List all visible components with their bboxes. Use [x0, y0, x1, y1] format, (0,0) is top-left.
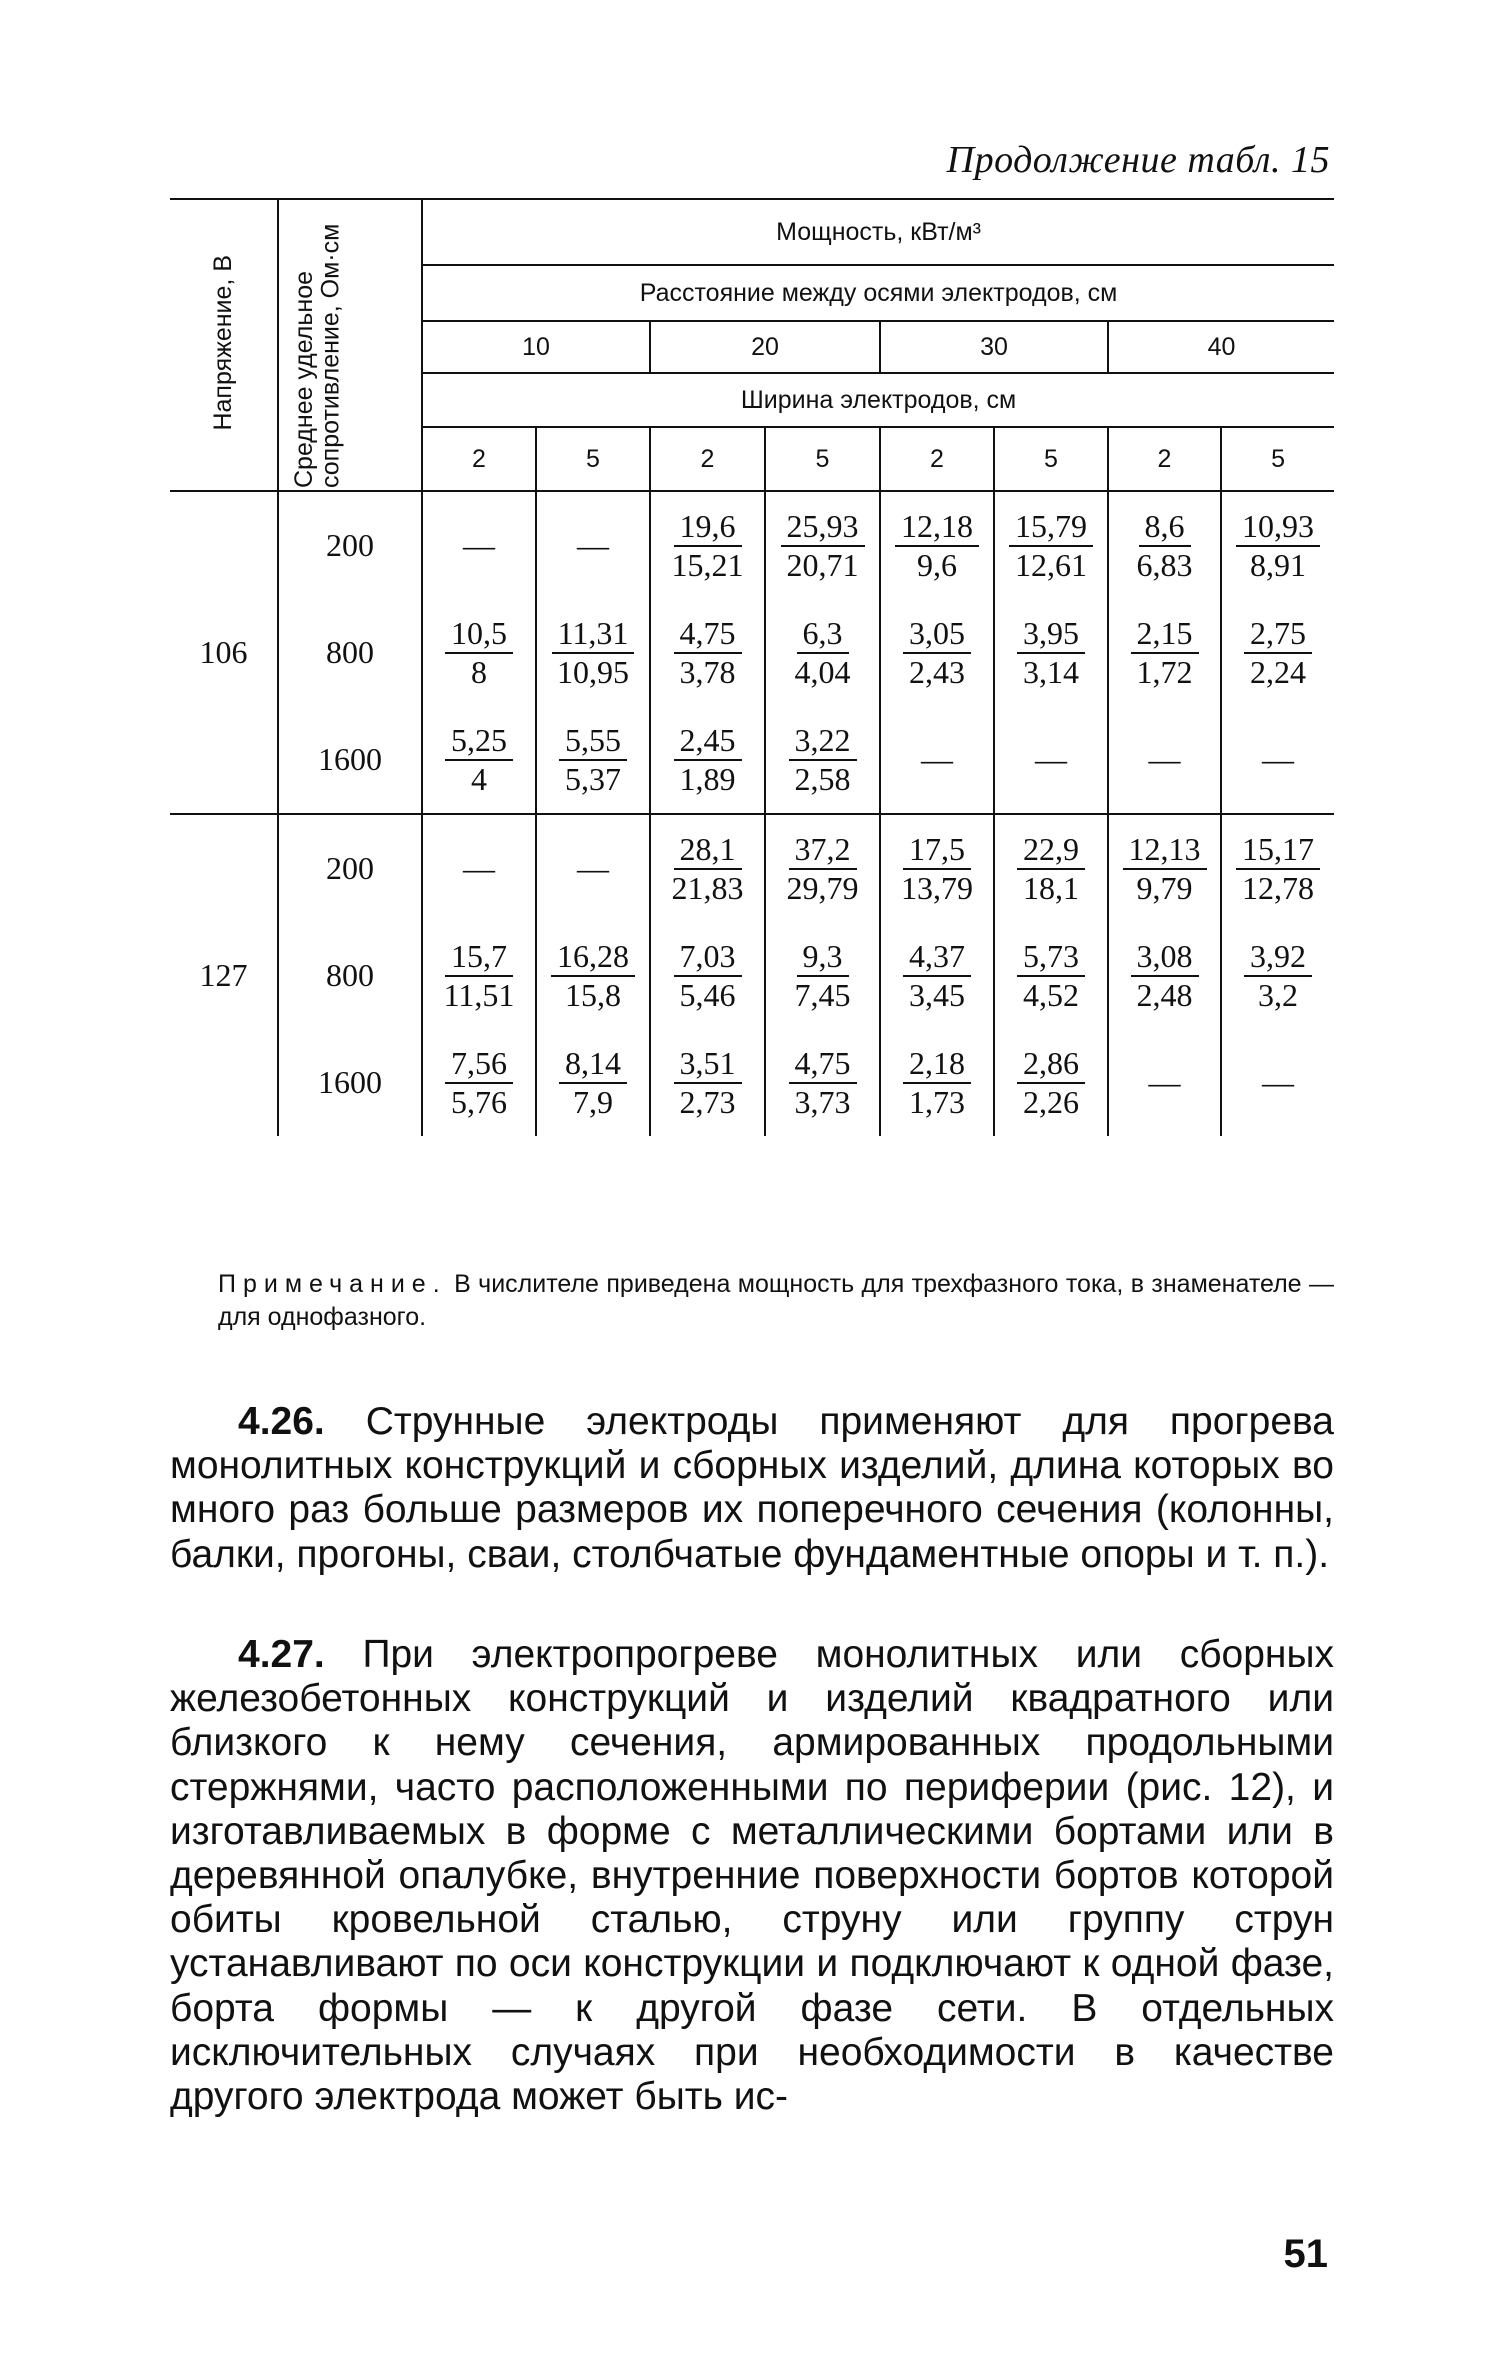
table-note: [218, 1268, 1334, 1334]
three-phase-power: 3,05: [903, 615, 971, 654]
power-fraction: [559, 722, 627, 798]
power-cell: [422, 491, 536, 599]
power-fraction: [1017, 831, 1085, 907]
three-phase-power: 2,18: [903, 1045, 971, 1084]
power-fraction: [1131, 508, 1199, 584]
three-phase-power: 10,93: [1236, 508, 1320, 547]
three-phase-power: 2,75: [1244, 615, 1312, 654]
power-cell: [1108, 706, 1221, 814]
three-phase-power: 4,75: [789, 1045, 857, 1084]
single-phase-power: 7,45: [794, 976, 851, 1013]
note-label: Примечание.: [218, 1270, 447, 1298]
table-row: [170, 599, 1334, 706]
power-cell: [1108, 922, 1221, 1029]
paragraph-number: 4.27.: [238, 1633, 325, 1676]
power-fraction: [1123, 831, 1207, 907]
power-fraction: [1017, 1045, 1085, 1121]
power-cell: [1221, 706, 1334, 814]
header-distance: Расстояние между осями электродов, см: [422, 265, 1334, 321]
single-phase-power: 7,9: [573, 1083, 613, 1120]
power-fraction: [789, 615, 857, 691]
power-cell: [994, 706, 1108, 814]
three-phase-power: 4,37: [903, 938, 971, 977]
power-cell: [765, 491, 880, 599]
paragraph-4-26: [170, 1400, 1334, 1577]
three-phase-power: 4,75: [674, 615, 742, 654]
three-phase-power: 16,28: [551, 938, 635, 977]
empty-dash: —: [577, 527, 609, 563]
header-distance-value: 30: [880, 321, 1108, 373]
power-cell: [880, 491, 994, 599]
single-phase-power: 4,52: [1023, 976, 1079, 1013]
empty-dash: —: [1262, 741, 1295, 777]
three-phase-power: 5,55: [559, 722, 627, 761]
empty-dash: —: [463, 527, 495, 563]
single-phase-power: 15,21: [671, 546, 744, 583]
power-cell: [536, 814, 650, 922]
three-phase-power: 12,13: [1123, 831, 1207, 870]
single-phase-power: 12,61: [1015, 546, 1087, 583]
power-fraction: [674, 615, 742, 691]
single-phase-power: 13,79: [901, 869, 973, 906]
three-phase-power: 2,86: [1017, 1045, 1085, 1084]
three-phase-power: 3,95: [1017, 615, 1085, 654]
three-phase-power: 17,5: [903, 831, 971, 870]
single-phase-power: 10,95: [557, 653, 629, 690]
power-fraction: [1009, 508, 1093, 584]
three-phase-power: 12,18: [895, 508, 979, 547]
single-phase-power: 2,73: [679, 1083, 736, 1120]
single-phase-power: 5,37: [565, 760, 621, 797]
header-width-value: 2: [1108, 427, 1221, 491]
power-fraction: [674, 938, 742, 1014]
resistivity-cell: 200: [278, 491, 422, 599]
paragraph-number: 4.26.: [238, 1400, 325, 1443]
power-fraction: [666, 831, 750, 907]
single-phase-power: 6,83: [1136, 546, 1193, 583]
single-phase-power: 20,71: [786, 546, 859, 583]
three-phase-power: 6,3: [797, 615, 849, 654]
header-voltage: Напряжение, В: [209, 254, 238, 431]
three-phase-power: 3,22: [789, 722, 857, 761]
power-cell: [422, 1029, 536, 1136]
table-row: [170, 1029, 1334, 1136]
power-fraction: [903, 1045, 971, 1121]
resistivity-cell: 1600: [278, 1029, 422, 1136]
power-cell: [1221, 1029, 1334, 1136]
resistivity-cell: 800: [278, 922, 422, 1029]
single-phase-power: 3,78: [679, 653, 736, 690]
single-phase-power: 15,8: [565, 976, 621, 1013]
power-cell: [880, 814, 994, 922]
single-phase-power: 5,46: [679, 976, 736, 1013]
single-phase-power: 3,14: [1023, 653, 1079, 690]
single-phase-power: 18,1: [1023, 869, 1079, 906]
single-phase-power: 1,73: [909, 1083, 965, 1120]
three-phase-power: 25,93: [781, 508, 865, 547]
empty-dash: —: [1262, 1064, 1295, 1100]
power-cell: [536, 491, 650, 599]
three-phase-power: 2,15: [1131, 615, 1199, 654]
power-cell: [765, 706, 880, 814]
power-cell: [765, 1029, 880, 1136]
paragraph-text: Струнные электроды применяют для прогрева монолитных конструкций и сборных изделий, длина которых во много раз больше размеров их поперечного сечения (колонны, балки, прогоны, сваи, столбчатые фундаментные опоры и т. п.).: [170, 1400, 1334, 1576]
power-fraction: [1236, 831, 1320, 907]
three-phase-power: 5,25: [445, 722, 513, 761]
power-fraction: [445, 722, 513, 798]
power-fraction: [1131, 615, 1199, 691]
power-fraction: [551, 615, 635, 691]
empty-dash: —: [577, 850, 609, 886]
power-fraction: [789, 722, 857, 798]
three-phase-power: 22,9: [1017, 831, 1085, 870]
single-phase-power: 3,73: [794, 1083, 851, 1120]
single-phase-power: 1,89: [679, 760, 736, 797]
power-cell: [1108, 491, 1221, 599]
power-fraction: [1131, 938, 1199, 1014]
power-cell: [650, 1029, 765, 1136]
power-cell: [1221, 814, 1334, 922]
three-phase-power: 2,45: [674, 722, 742, 761]
header-width: Ширина электродов, см: [422, 373, 1334, 427]
table-body: [170, 491, 1334, 1136]
power-cell: [994, 599, 1108, 706]
single-phase-power: 4: [471, 760, 487, 797]
table-row: [170, 491, 1334, 599]
power-fraction: [895, 831, 979, 907]
power-fraction: [1244, 938, 1312, 1014]
three-phase-power: 28,1: [674, 831, 742, 870]
power-cell: [1108, 599, 1221, 706]
power-cell: [650, 706, 765, 814]
three-phase-power: 3,92: [1244, 938, 1312, 977]
power-cell: [765, 922, 880, 1029]
power-fraction: [1244, 615, 1312, 691]
page-number: 51: [1283, 2232, 1328, 2276]
power-fraction: [445, 1045, 513, 1121]
resistivity-cell: 800: [278, 599, 422, 706]
power-cell: [1108, 814, 1221, 922]
power-cell: [994, 814, 1108, 922]
single-phase-power: 2,58: [794, 760, 851, 797]
header-width-value: 2: [880, 427, 994, 491]
power-cell: [994, 1029, 1108, 1136]
power-cell: [536, 706, 650, 814]
table-row: [170, 922, 1334, 1029]
three-phase-power: 19,6: [674, 508, 742, 547]
single-phase-power: 21,83: [671, 869, 744, 906]
power-fraction: [1017, 938, 1085, 1014]
resistivity-cell: 1600: [278, 706, 422, 814]
power-fraction: [903, 615, 971, 691]
three-phase-power: 8,6: [1139, 508, 1191, 547]
power-cell: [536, 599, 650, 706]
single-phase-power: 2,48: [1136, 976, 1193, 1013]
three-phase-power: 3,08: [1131, 938, 1199, 977]
three-phase-power: 5,73: [1017, 938, 1085, 977]
single-phase-power: 3,2: [1258, 976, 1299, 1013]
single-phase-power: 9,6: [917, 546, 957, 583]
header-distance-value: 40: [1108, 321, 1334, 373]
table-row: [170, 814, 1334, 922]
single-phase-power: 9,79: [1136, 869, 1193, 906]
header-width-value: 5: [765, 427, 880, 491]
power-cell: [1108, 1029, 1221, 1136]
power-cell: [994, 922, 1108, 1029]
single-phase-power: 4,04: [794, 653, 851, 690]
power-fraction: [781, 831, 865, 907]
single-phase-power: 5,76: [451, 1083, 507, 1120]
power-cell: [994, 491, 1108, 599]
three-phase-power: 15,79: [1009, 508, 1093, 547]
three-phase-power: 7,56: [445, 1045, 513, 1084]
three-phase-power: 15,17: [1236, 831, 1320, 870]
empty-dash: —: [1148, 741, 1181, 777]
power-fraction: [559, 1045, 627, 1121]
power-fraction: [438, 938, 521, 1014]
power-fraction: [895, 508, 979, 584]
voltage-cell: 127: [170, 814, 278, 1136]
header-width-value: 5: [1221, 427, 1334, 491]
three-phase-power: 3,51: [674, 1045, 742, 1084]
power-fraction: [1236, 508, 1320, 584]
header-distance-value: 10: [422, 321, 650, 373]
power-fraction: [445, 615, 513, 691]
single-phase-power: 2,26: [1023, 1083, 1079, 1120]
power-cell: [650, 599, 765, 706]
note-text: В числителе приведена мощность для трехфазного тока, в знаменателе — для однофазного.: [218, 1270, 1334, 1331]
paragraph-text: При электропрогреве монолитных или сборных железобетонных конструкций и изделий квадратного или близкого к нему сечения, армированных продольными стержнями, часто расположенными по периферии (рис. 12), и изготавливаемых в форме с металлическими бортами или в деревянной опалубке, внутренние поверхности бортов которой обиты кровельной сталью, струну или группу струн устанавливают по оси конструкции и подключают к одной фазе, борта формы — к другой фазе сети. В отдельных исключительных случаях при необходимости в качестве другого электрода может быть ис-: [170, 1633, 1334, 2119]
power-fraction: [903, 938, 971, 1014]
power-fraction: [1017, 615, 1085, 691]
three-phase-power: 11,31: [552, 615, 635, 654]
power-cell: [536, 922, 650, 1029]
power-cell: [422, 814, 536, 922]
single-phase-power: 3,45: [909, 976, 965, 1013]
power-cell: [650, 922, 765, 1029]
single-phase-power: 2,24: [1250, 653, 1307, 690]
power-cell: [880, 599, 994, 706]
power-cell: [1221, 491, 1334, 599]
power-cell: [765, 599, 880, 706]
power-cell: [880, 1029, 994, 1136]
paragraph-4-27: [170, 1633, 1334, 2119]
three-phase-power: 7,03: [674, 938, 742, 977]
three-phase-power: 37,2: [789, 831, 857, 870]
power-cell: [422, 706, 536, 814]
header-power: Мощность, кВт/м³: [422, 199, 1334, 265]
running-head: Продолжение табл. 15: [946, 139, 1330, 181]
power-fraction: [666, 508, 750, 584]
single-phase-power: 2,43: [909, 653, 965, 690]
single-phase-power: 8: [471, 653, 487, 690]
power-fraction: [674, 1045, 742, 1121]
single-phase-power: 8,91: [1250, 546, 1307, 583]
power-fraction: [789, 1045, 857, 1121]
power-fraction: [789, 938, 857, 1014]
power-fraction: [781, 508, 865, 584]
power-cell: [422, 922, 536, 1029]
header-width-value: 2: [422, 427, 536, 491]
table-header: [170, 199, 1334, 491]
power-cell: [536, 1029, 650, 1136]
empty-dash: —: [1148, 1064, 1181, 1100]
power-cell: [1221, 599, 1334, 706]
single-phase-power: 29,79: [786, 869, 859, 906]
three-phase-power: 10,5: [445, 615, 513, 654]
empty-dash: —: [1035, 741, 1067, 777]
header-resistivity: Среднее удельное сопротивление, Ом·см: [278, 199, 422, 491]
power-cell: [765, 814, 880, 922]
resistivity-cell: 200: [278, 814, 422, 922]
header-width-value: 5: [536, 427, 650, 491]
empty-dash: —: [463, 850, 495, 886]
power-cell: [650, 491, 765, 599]
three-phase-power: 9,3: [797, 938, 849, 977]
header-width-value: 5: [994, 427, 1108, 491]
three-phase-power: 8,14: [559, 1045, 627, 1084]
voltage-cell: 106: [199, 634, 248, 670]
data-table: [170, 198, 1334, 1136]
table-row: [170, 706, 1334, 814]
power-cell: [880, 706, 994, 814]
header-distance-value: 20: [650, 321, 880, 373]
power-cell: [880, 922, 994, 1029]
power-cell: [1221, 922, 1334, 1029]
header-width-value: 2: [650, 427, 765, 491]
empty-dash: —: [921, 741, 953, 777]
power-cell: [422, 599, 536, 706]
single-phase-power: 1,72: [1136, 653, 1193, 690]
single-phase-power: 11,51: [443, 976, 515, 1013]
power-fraction: [674, 722, 742, 798]
single-phase-power: 12,78: [1242, 869, 1315, 906]
power-cell: [650, 814, 765, 922]
three-phase-power: 15,7: [445, 938, 513, 977]
power-fraction: [551, 938, 635, 1014]
